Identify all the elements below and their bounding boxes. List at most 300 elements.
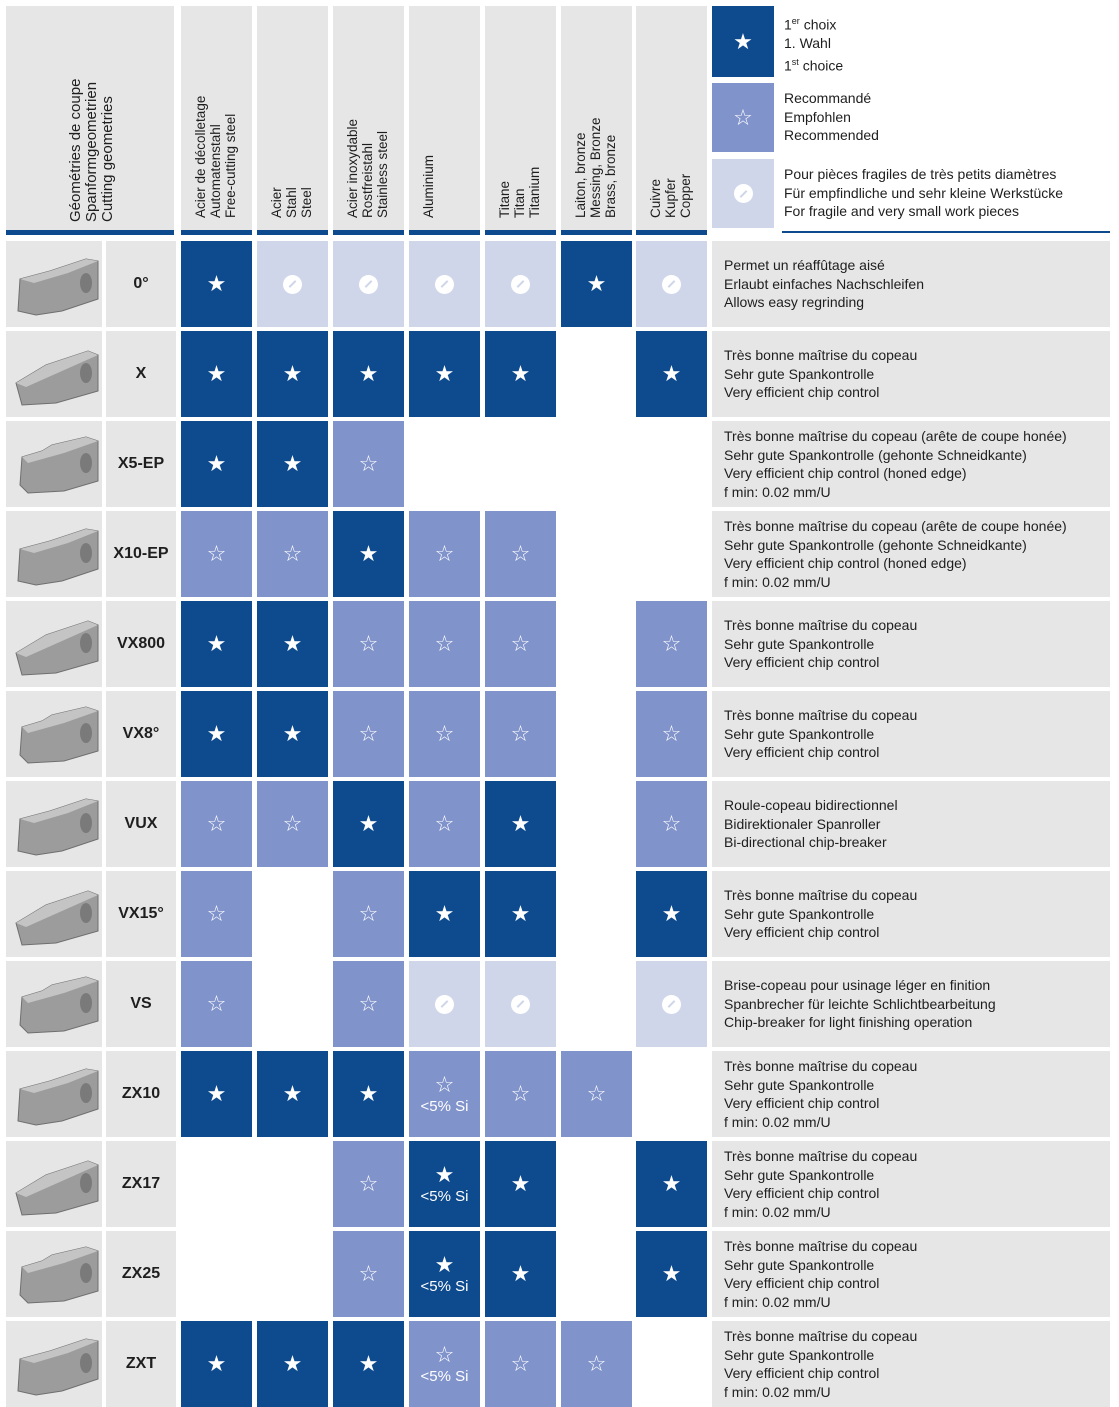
star-filled-icon: ★ bbox=[510, 901, 531, 926]
rating-cell bbox=[485, 331, 556, 417]
insert-thumbnail-icon bbox=[6, 691, 102, 777]
geometry-name: ZX25 bbox=[106, 1231, 176, 1317]
insert-thumbnail-icon bbox=[6, 511, 102, 597]
description-line: f min: 0.02 mm/U bbox=[724, 1383, 831, 1400]
rating-cell bbox=[561, 1141, 632, 1227]
description-line: Sehr gute Spankontrolle bbox=[724, 905, 875, 922]
legend-swatch bbox=[712, 6, 774, 77]
description-line: Sehr gute Spankontrolle bbox=[724, 725, 875, 742]
rating-cell bbox=[181, 1321, 252, 1407]
description-line: Très bonne maîtrise du copeau bbox=[724, 887, 918, 904]
star-filled-icon: ★ bbox=[282, 1081, 303, 1106]
star-filled-icon: ★ bbox=[282, 1351, 303, 1376]
material-name-line: Stainless steel bbox=[375, 130, 390, 218]
star-filled-icon: ★ bbox=[586, 271, 607, 296]
description-line: Spanbrecher für leichte Schlichtbearbeitung bbox=[724, 995, 996, 1012]
rating-cell bbox=[561, 511, 632, 597]
material-name-line: Titan bbox=[512, 188, 527, 218]
legend-line: Recommended bbox=[784, 127, 879, 143]
star-filled-icon: ★ bbox=[282, 721, 303, 746]
rating-cell bbox=[333, 691, 404, 777]
insert-thumbnail bbox=[6, 1141, 102, 1227]
legend-line: Für empfindliche und sehr kleine Werkstücke bbox=[784, 184, 1064, 201]
rating-cell bbox=[409, 781, 480, 867]
insert-thumbnail bbox=[6, 601, 102, 687]
description-line: f min: 0.02 mm/U bbox=[724, 573, 831, 590]
legend-swatch bbox=[712, 83, 774, 152]
cell-note: <5% Si bbox=[420, 1187, 469, 1205]
legend-text bbox=[784, 89, 879, 145]
rating-cell bbox=[333, 601, 404, 687]
rating-cell bbox=[181, 1051, 252, 1137]
star-outline-icon: ☆ bbox=[661, 631, 682, 656]
rating-cell bbox=[333, 1231, 404, 1317]
star-filled-icon: ★ bbox=[282, 361, 303, 386]
pill-icon bbox=[511, 995, 530, 1014]
insert-thumbnail bbox=[6, 1051, 102, 1137]
geometry-name: ZX17 bbox=[106, 1141, 176, 1227]
rating-cell bbox=[257, 961, 328, 1047]
rating-cell bbox=[181, 331, 252, 417]
rating-cell bbox=[333, 1141, 404, 1227]
material-header-cell bbox=[485, 6, 556, 232]
rating-cell bbox=[257, 601, 328, 687]
star-outline-icon: ☆ bbox=[206, 541, 227, 566]
star-outline-icon: ☆ bbox=[586, 1351, 607, 1376]
insert-thumbnail bbox=[6, 241, 102, 327]
legend-line: For fragile and very small work pieces bbox=[784, 203, 1019, 219]
pill-icon bbox=[662, 995, 681, 1014]
material-header-label bbox=[497, 167, 542, 218]
description-line: Très bonne maîtrise du copeau bbox=[724, 1148, 918, 1164]
star-filled-icon: ★ bbox=[510, 1171, 531, 1196]
rating-cell bbox=[333, 331, 404, 417]
rating-cell bbox=[485, 1321, 556, 1407]
star-outline-icon: ☆ bbox=[358, 721, 379, 746]
pill-icon bbox=[435, 995, 454, 1014]
rating-cell bbox=[636, 1321, 707, 1407]
rating-cell bbox=[333, 241, 404, 327]
star-filled-icon: ★ bbox=[206, 631, 227, 656]
rating-cell bbox=[409, 511, 480, 597]
insert-thumbnail-icon bbox=[6, 961, 102, 1047]
star-filled-icon: ★ bbox=[206, 1351, 227, 1376]
description-line: Chip-breaker for light finishing operation bbox=[724, 1014, 973, 1031]
geometry-name: VS bbox=[106, 961, 176, 1047]
material-name-line: Acier de décolletage bbox=[193, 95, 208, 218]
star-outline-icon: ☆ bbox=[206, 901, 227, 926]
star-filled-icon: ★ bbox=[733, 28, 753, 54]
insert-thumbnail-icon bbox=[6, 781, 102, 867]
insert-thumbnail bbox=[6, 691, 102, 777]
description-line: Sehr gute Spankontrolle (gehonte Schneidkante) bbox=[724, 446, 1027, 463]
rating-cell bbox=[257, 511, 328, 597]
geometry-description bbox=[712, 421, 1110, 507]
description-line: Very efficient chip control bbox=[724, 1185, 880, 1201]
star-outline-icon: ☆ bbox=[358, 451, 379, 476]
material-header-cell bbox=[561, 6, 632, 232]
legend-text bbox=[784, 12, 843, 75]
star-outline-icon: ☆ bbox=[434, 811, 455, 836]
insert-thumbnail-icon bbox=[6, 1141, 102, 1227]
rating-cell bbox=[636, 1051, 707, 1137]
table-row bbox=[0, 961, 1119, 1047]
header-rule bbox=[257, 230, 328, 235]
legend-line: Pour pièces fragiles de très petits diamètres bbox=[784, 166, 1057, 182]
rating-cell bbox=[257, 691, 328, 777]
cell-note: <5% Si bbox=[420, 1367, 469, 1385]
description-line: Very efficient chip control bbox=[724, 1095, 880, 1111]
star-outline-icon: ☆ bbox=[282, 811, 303, 836]
rating-cell bbox=[333, 511, 404, 597]
insert-thumbnail-icon bbox=[6, 871, 102, 957]
star-outline-icon: ☆ bbox=[434, 1071, 455, 1097]
insert-thumbnail bbox=[6, 331, 102, 417]
cell-note: <5% Si bbox=[420, 1097, 469, 1115]
star-filled-icon: ★ bbox=[661, 901, 682, 926]
geometry-description bbox=[712, 781, 1110, 867]
rating-cell bbox=[409, 691, 480, 777]
title-line-en: Cutting geometries bbox=[99, 96, 116, 222]
geometry-description bbox=[712, 1231, 1110, 1317]
star-filled-icon: ★ bbox=[358, 1081, 379, 1106]
cell-note: <5% Si bbox=[420, 1277, 469, 1295]
geometry-description bbox=[712, 601, 1110, 687]
description-line: f min: 0.02 mm/U bbox=[724, 1293, 831, 1310]
rating-cell bbox=[636, 1231, 707, 1317]
material-name-line: Cuivre bbox=[648, 178, 663, 218]
rating-cell bbox=[333, 421, 404, 507]
geometry-name: ZX10 bbox=[106, 1051, 176, 1137]
description-line: Bi-directional chip-breaker bbox=[724, 834, 887, 851]
rating-cell bbox=[561, 421, 632, 507]
rating-cell bbox=[409, 1141, 480, 1227]
star-filled-icon: ★ bbox=[510, 361, 531, 386]
star-filled-icon: ★ bbox=[282, 451, 303, 476]
material-name-line: Automatenstahl bbox=[208, 124, 223, 218]
geometry-description bbox=[712, 1051, 1110, 1137]
star-filled-icon: ★ bbox=[661, 1171, 682, 1196]
geometry-description bbox=[712, 1141, 1110, 1227]
star-filled-icon: ★ bbox=[358, 1351, 379, 1376]
description-line: Permet un réaffûtage aisé bbox=[724, 257, 885, 274]
rating-cell bbox=[485, 601, 556, 687]
star-outline-icon: ☆ bbox=[733, 104, 753, 130]
material-header-cell bbox=[333, 6, 404, 232]
description-line: Sehr gute Spankontrolle bbox=[724, 1346, 875, 1363]
rating-cell bbox=[257, 781, 328, 867]
description-line: Sehr gute Spankontrolle bbox=[724, 1166, 875, 1183]
geometry-name: VX8° bbox=[106, 691, 176, 777]
star-filled-icon: ★ bbox=[358, 541, 379, 566]
rating-cell bbox=[485, 781, 556, 867]
rating-cell bbox=[636, 241, 707, 327]
insert-thumbnail-icon bbox=[6, 601, 102, 687]
material-name-line: Steel bbox=[299, 187, 314, 218]
geometry-name: VUX bbox=[106, 781, 176, 867]
rating-cell bbox=[409, 421, 480, 507]
rating-cell bbox=[485, 1141, 556, 1227]
material-name-line: Free-cutting steel bbox=[223, 113, 238, 218]
rating-cell bbox=[561, 781, 632, 867]
rating-cell bbox=[485, 1051, 556, 1137]
material-name-line: Brass, bronze bbox=[603, 134, 618, 218]
rating-cell bbox=[561, 961, 632, 1047]
title-line-fr: Géométries de coupe bbox=[67, 78, 84, 222]
insert-thumbnail bbox=[6, 511, 102, 597]
rating-cell bbox=[485, 241, 556, 327]
table-row bbox=[0, 691, 1119, 777]
rating-cell bbox=[636, 781, 707, 867]
description-line: f min: 0.02 mm/U bbox=[724, 1113, 831, 1130]
rating-cell bbox=[257, 1051, 328, 1137]
material-name-line: Stahl bbox=[284, 187, 299, 218]
rating-cell bbox=[561, 1051, 632, 1137]
legend-line: 1st choice bbox=[784, 56, 844, 74]
rating-cell bbox=[181, 421, 252, 507]
description-line: Very efficient chip control (honed edge) bbox=[724, 465, 967, 481]
geometry-description bbox=[712, 511, 1110, 597]
insert-thumbnail bbox=[6, 421, 102, 507]
rating-cell bbox=[181, 511, 252, 597]
rating-cell bbox=[181, 871, 252, 957]
insert-thumbnail-icon bbox=[6, 421, 102, 507]
table-row bbox=[0, 781, 1119, 867]
geometry-name: X5-EP bbox=[106, 421, 176, 507]
geometry-header-label bbox=[68, 79, 116, 222]
star-outline-icon: ☆ bbox=[586, 1081, 607, 1106]
material-header-cell bbox=[181, 6, 252, 232]
insert-thumbnail bbox=[6, 961, 102, 1047]
material-name-line: Messing, Bronze bbox=[588, 117, 603, 218]
table-row bbox=[0, 1141, 1119, 1227]
header-rule bbox=[181, 230, 252, 235]
geometry-description bbox=[712, 1321, 1110, 1407]
star-filled-icon: ★ bbox=[434, 361, 455, 386]
star-outline-icon: ☆ bbox=[661, 811, 682, 836]
rating-cell bbox=[181, 241, 252, 327]
rating-cell bbox=[409, 601, 480, 687]
rating-cell bbox=[636, 331, 707, 417]
star-filled-icon: ★ bbox=[206, 451, 227, 476]
material-header-label bbox=[648, 174, 693, 218]
insert-thumbnail-icon bbox=[6, 1231, 102, 1317]
rating-cell bbox=[181, 1141, 252, 1227]
insert-thumbnail-icon bbox=[6, 1321, 102, 1407]
geometry-name: X bbox=[106, 331, 176, 417]
material-name-line: Acier inoxydable bbox=[345, 118, 360, 218]
rating-cell bbox=[181, 961, 252, 1047]
star-outline-icon: ☆ bbox=[434, 1341, 455, 1367]
rating-cell bbox=[636, 871, 707, 957]
material-header-cell bbox=[409, 6, 480, 232]
insert-thumbnail bbox=[6, 871, 102, 957]
description-line: Sehr gute Spankontrolle bbox=[724, 1256, 875, 1273]
rating-cell bbox=[561, 331, 632, 417]
table-row bbox=[0, 241, 1119, 327]
table-header bbox=[0, 0, 1119, 232]
table-row bbox=[0, 871, 1119, 957]
geometry-name: ZXT bbox=[106, 1321, 176, 1407]
table-row bbox=[0, 331, 1119, 417]
star-outline-icon: ☆ bbox=[510, 1351, 531, 1376]
rating-cell bbox=[409, 1231, 480, 1317]
title-line-de: Spanformgeometrien bbox=[83, 81, 100, 222]
legend-line: Recommandé bbox=[784, 90, 872, 106]
header-rule bbox=[6, 230, 174, 235]
table-row bbox=[0, 1321, 1119, 1407]
star-filled-icon: ★ bbox=[358, 361, 379, 386]
star-outline-icon: ☆ bbox=[358, 1261, 379, 1286]
star-outline-icon: ☆ bbox=[282, 541, 303, 566]
material-header-label bbox=[269, 187, 314, 218]
description-line: Très bonne maîtrise du copeau (arête de coupe honée) bbox=[724, 518, 1067, 534]
description-line: Very efficient chip control bbox=[724, 1365, 880, 1381]
rating-cell bbox=[485, 421, 556, 507]
pill-icon bbox=[435, 275, 454, 294]
geometry-description bbox=[712, 331, 1110, 417]
pill-icon bbox=[662, 275, 681, 294]
table-row bbox=[0, 1051, 1119, 1137]
rating-cell bbox=[257, 1141, 328, 1227]
rating-cell bbox=[181, 691, 252, 777]
description-line: Erlaubt einfaches Nachschleifen bbox=[724, 275, 925, 292]
rating-cell bbox=[561, 241, 632, 327]
description-line: f min: 0.02 mm/U bbox=[724, 483, 831, 500]
rating-cell bbox=[257, 1321, 328, 1407]
material-name-line: Kupfer bbox=[663, 178, 678, 218]
rating-cell bbox=[257, 421, 328, 507]
star-filled-icon: ★ bbox=[434, 1161, 455, 1187]
rating-cell bbox=[561, 1321, 632, 1407]
description-line: Very efficient chip control bbox=[724, 1275, 880, 1291]
pill-icon bbox=[734, 184, 753, 203]
description-line: Très bonne maîtrise du copeau bbox=[724, 707, 918, 724]
rating-cell bbox=[257, 1231, 328, 1317]
description-line: Very efficient chip control bbox=[724, 744, 880, 761]
description-line: Très bonne maîtrise du copeau bbox=[724, 347, 918, 364]
geometry-header-cell bbox=[6, 6, 174, 232]
star-filled-icon: ★ bbox=[358, 811, 379, 836]
rating-cell bbox=[561, 871, 632, 957]
star-outline-icon: ☆ bbox=[206, 991, 227, 1016]
rating-cell bbox=[636, 691, 707, 777]
material-name-line: Copper bbox=[678, 173, 693, 218]
rating-cell bbox=[333, 871, 404, 957]
rating-cell bbox=[181, 781, 252, 867]
header-rule bbox=[561, 230, 632, 235]
rating-cell bbox=[257, 871, 328, 957]
material-name-line: Rostfreistahl bbox=[360, 142, 375, 218]
star-filled-icon: ★ bbox=[661, 361, 682, 386]
description-line: Sehr gute Spankontrolle bbox=[724, 635, 875, 652]
table-row bbox=[0, 511, 1119, 597]
insert-thumbnail bbox=[6, 781, 102, 867]
rating-cell bbox=[636, 1141, 707, 1227]
rating-cell bbox=[409, 331, 480, 417]
rating-cell bbox=[485, 691, 556, 777]
rating-cell bbox=[409, 1321, 480, 1407]
rating-cell bbox=[409, 1051, 480, 1137]
star-outline-icon: ☆ bbox=[510, 631, 531, 656]
rating-cell bbox=[333, 961, 404, 1047]
description-line: Allows easy regrinding bbox=[724, 294, 865, 311]
pill-icon bbox=[359, 275, 378, 294]
rating-cell bbox=[181, 601, 252, 687]
star-filled-icon: ★ bbox=[661, 1261, 682, 1286]
description-line: Very efficient chip control bbox=[724, 384, 880, 401]
rating-cell bbox=[409, 871, 480, 957]
material-header-cell bbox=[636, 6, 707, 232]
rating-cell bbox=[561, 1231, 632, 1317]
header-rule bbox=[636, 230, 707, 235]
rating-cell bbox=[485, 961, 556, 1047]
material-name-line: Titane bbox=[497, 180, 512, 218]
legend-line: Empfohlen bbox=[784, 108, 851, 125]
legend-text bbox=[784, 165, 1063, 221]
material-name-line: Aluminium bbox=[421, 154, 436, 218]
star-outline-icon: ☆ bbox=[358, 1171, 379, 1196]
star-filled-icon: ★ bbox=[510, 811, 531, 836]
star-outline-icon: ☆ bbox=[510, 541, 531, 566]
description-line: Très bonne maîtrise du copeau bbox=[724, 1238, 918, 1254]
description-line: Brise-copeau pour usinage léger en finition bbox=[724, 977, 991, 994]
rating-cell bbox=[636, 511, 707, 597]
insert-thumbnail bbox=[6, 1231, 102, 1317]
description-line: Sehr gute Spankontrolle bbox=[724, 1076, 875, 1093]
description-line: Très bonne maîtrise du copeau bbox=[724, 1058, 918, 1074]
description-line: Très bonne maîtrise du copeau (arête de coupe honée) bbox=[724, 428, 1067, 444]
rating-cell bbox=[333, 1051, 404, 1137]
geometry-name: 0° bbox=[106, 241, 176, 327]
description-line: Très bonne maîtrise du copeau bbox=[724, 1328, 918, 1344]
rating-cell bbox=[636, 961, 707, 1047]
rating-cell bbox=[181, 1231, 252, 1317]
geometry-name: X10-EP bbox=[106, 511, 176, 597]
material-header-label bbox=[421, 155, 436, 218]
star-outline-icon: ☆ bbox=[510, 721, 531, 746]
description-line: Très bonne maîtrise du copeau bbox=[724, 617, 918, 634]
star-outline-icon: ☆ bbox=[206, 811, 227, 836]
rating-cell bbox=[333, 1321, 404, 1407]
legend-rule bbox=[782, 231, 1110, 233]
legend-swatch bbox=[712, 159, 774, 228]
insert-thumbnail-icon bbox=[6, 1051, 102, 1137]
geometry-description bbox=[712, 961, 1110, 1047]
description-line: Bidirektionaler Spanroller bbox=[724, 815, 881, 832]
description-line: Very efficient chip control (honed edge) bbox=[724, 555, 967, 571]
geometry-description bbox=[712, 871, 1110, 957]
rating-cell bbox=[485, 1231, 556, 1317]
star-filled-icon: ★ bbox=[510, 1261, 531, 1286]
header-rule bbox=[333, 230, 404, 235]
table-row bbox=[0, 1231, 1119, 1317]
rating-cell bbox=[485, 871, 556, 957]
insert-thumbnail bbox=[6, 1321, 102, 1407]
insert-thumbnail-icon bbox=[6, 331, 102, 417]
pill-icon bbox=[511, 275, 530, 294]
rating-cell bbox=[409, 961, 480, 1047]
geometry-name: VX15° bbox=[106, 871, 176, 957]
rating-cell bbox=[636, 601, 707, 687]
geometry-description bbox=[712, 691, 1110, 777]
star-outline-icon: ☆ bbox=[434, 721, 455, 746]
material-header-cell bbox=[257, 6, 328, 232]
description-line: Sehr gute Spankontrolle bbox=[724, 365, 875, 382]
star-filled-icon: ★ bbox=[206, 1081, 227, 1106]
rating-cell bbox=[333, 781, 404, 867]
star-outline-icon: ☆ bbox=[358, 631, 379, 656]
